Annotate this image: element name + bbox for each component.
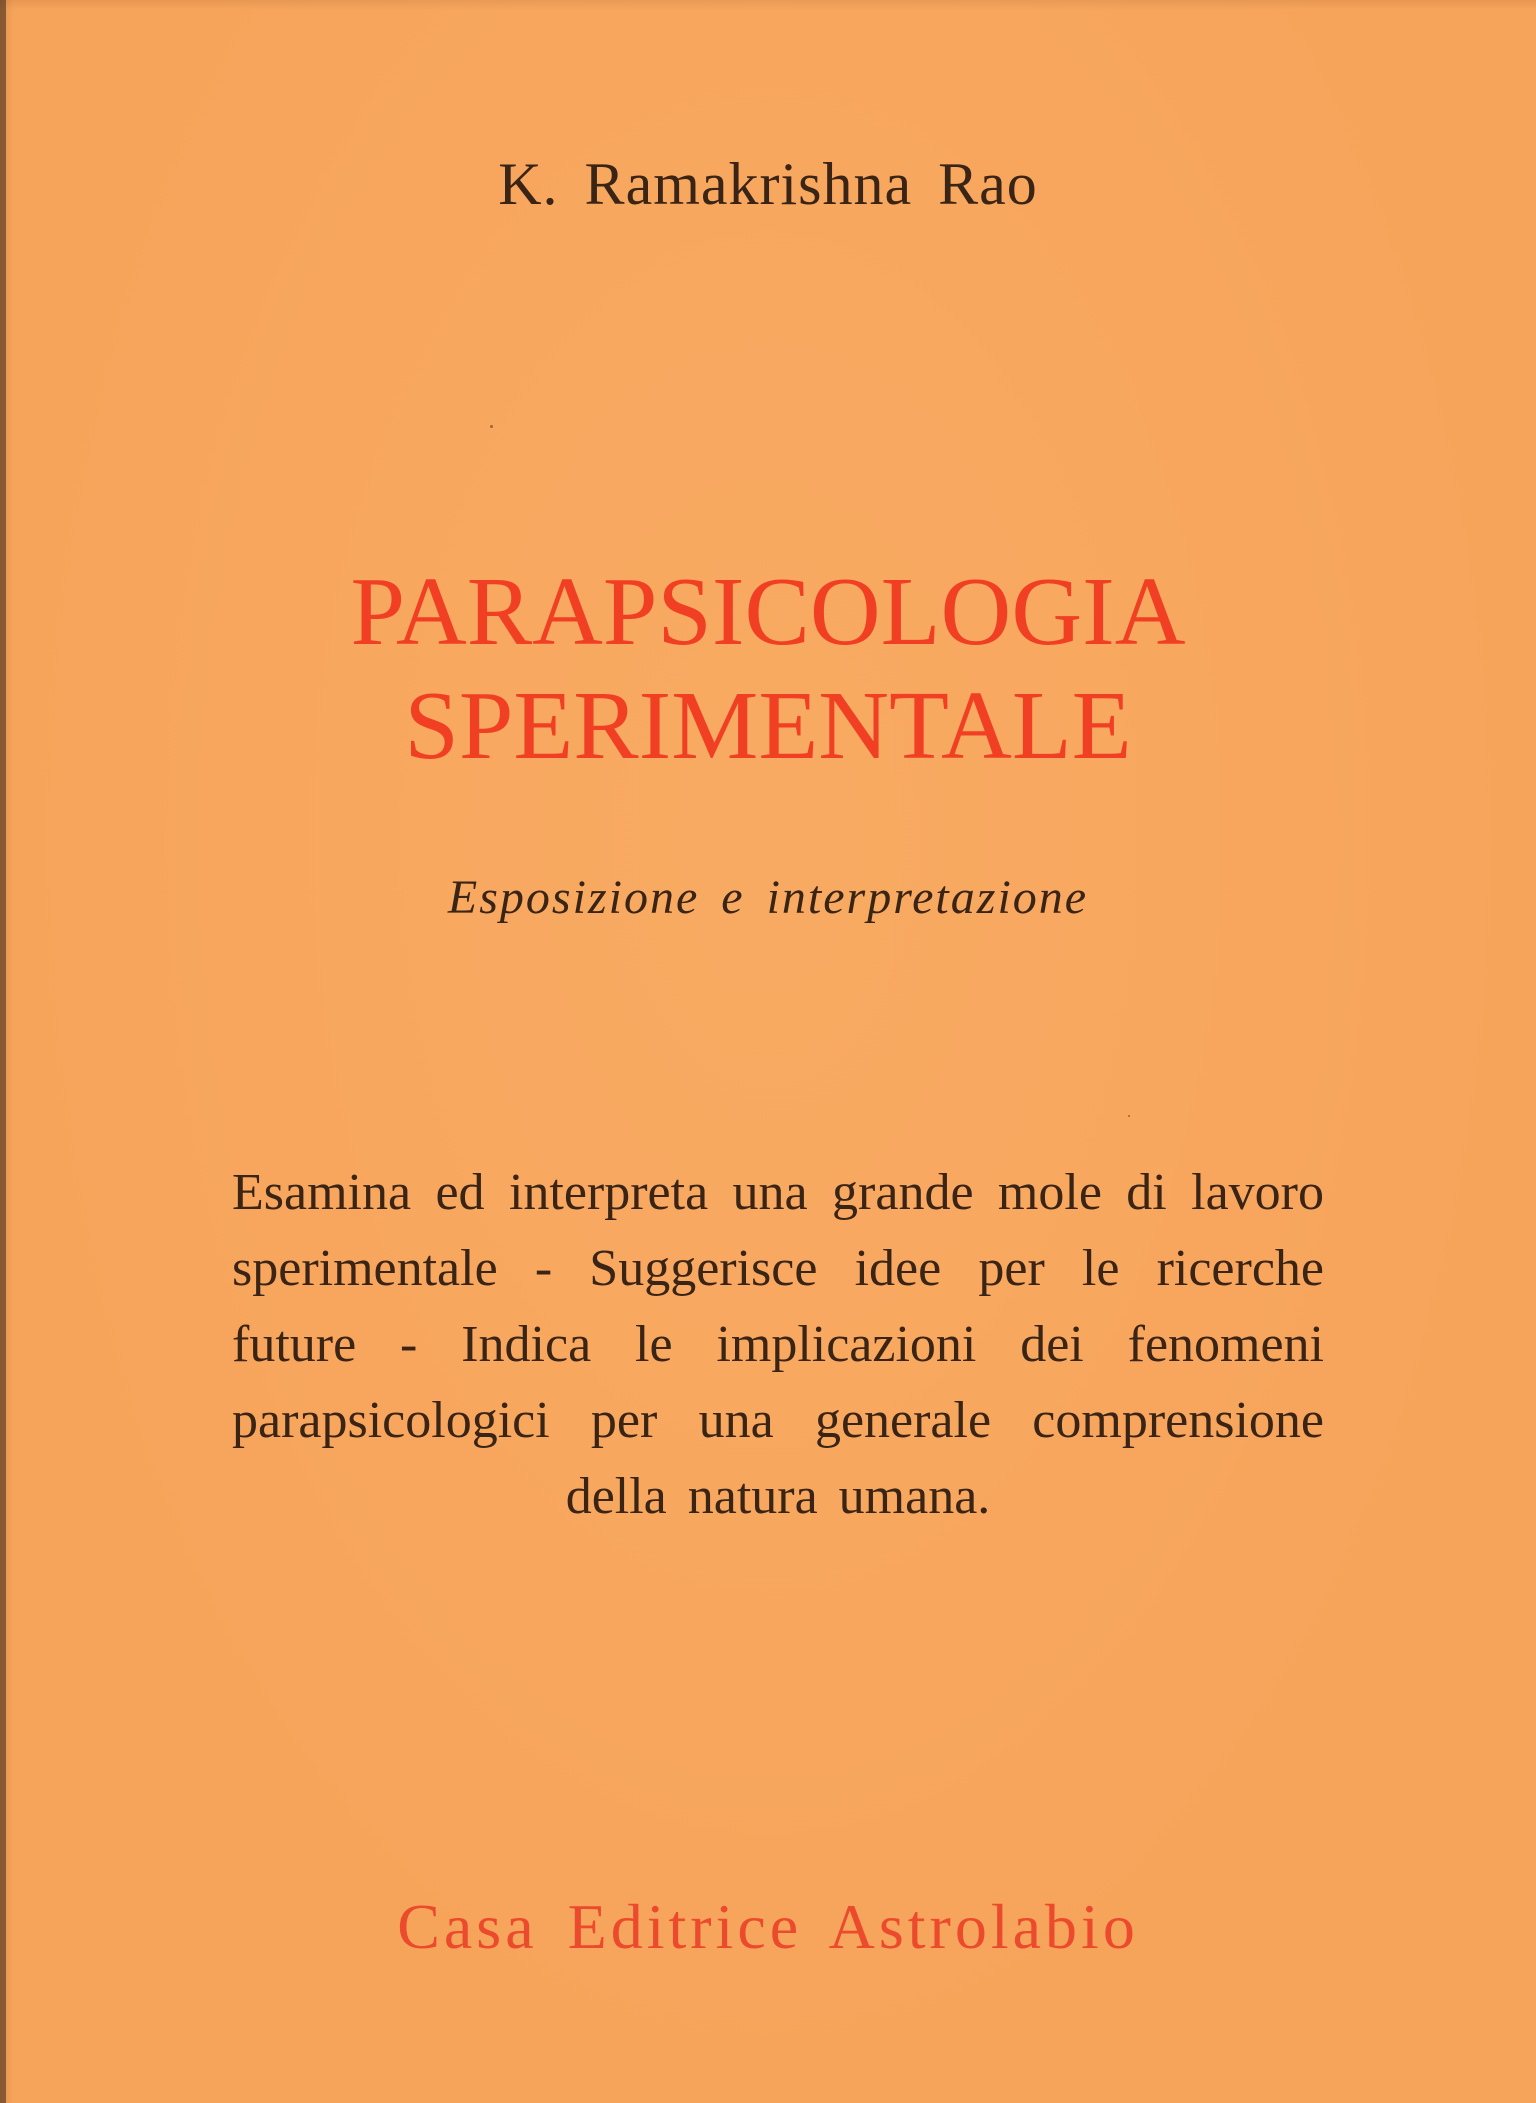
- book-title: [0, 555, 1536, 783]
- cover-blurb: Esamina ed interpreta una grande mole di lavoro sperimentale - Suggerisce idee per le ricerche future - Indica le implicazioni dei fenomeni parapsicologici per una generale comprensione della natura umana.: [232, 1164, 1324, 1525]
- paper-speck: [1128, 1115, 1130, 1117]
- title-line-2: SPERIMENTALE: [404, 672, 1132, 780]
- book-subtitle: Esposizione e interpretazione: [447, 871, 1089, 924]
- cover-edge-shadow: [0, 0, 6, 2103]
- author-name: K. Ramakrishna Rao: [498, 151, 1038, 217]
- paper-speck: [490, 425, 493, 428]
- publisher-name: Casa Editrice Astrolabio: [397, 1891, 1139, 1962]
- title-line-1: PARAPSICOLOGIA: [350, 558, 1186, 666]
